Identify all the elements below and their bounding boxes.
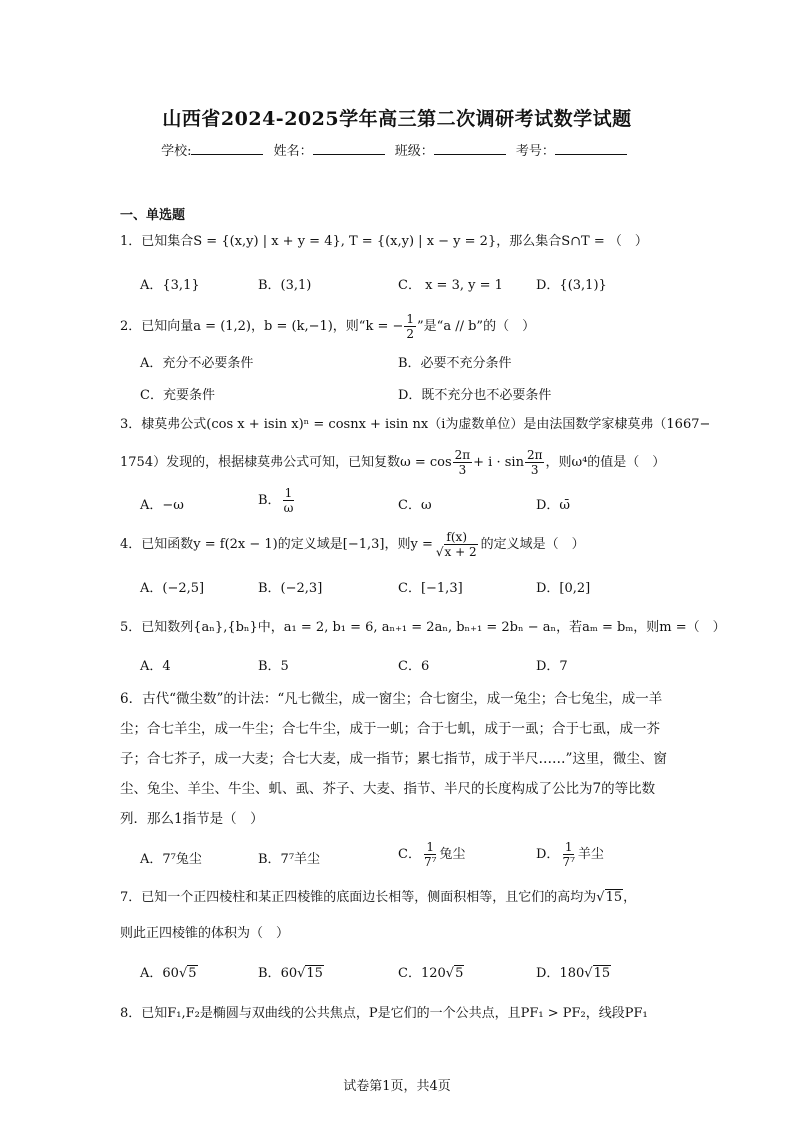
question-1: 1．已知集合S = {(x,y) | x + y = 4}, T = {(x,y) | x − y = 2}，那么集合S∩T = （ ） (120, 234, 648, 249)
q1-option-d: D．{(3,1)} (536, 278, 607, 293)
class-blank[interactable] (434, 142, 506, 155)
name-blank[interactable] (313, 142, 385, 155)
page-footer: 试卷第1页，共4页 (343, 1079, 451, 1094)
q2-vector-a: a = (1,2)， (193, 319, 265, 334)
page-title: 山西省2024-2025学年高三第二次调研考试数学试题 (162, 108, 632, 130)
student-info-line (0, 140, 794, 159)
q5-option-b: B．5 (258, 659, 289, 674)
question-8: 8．已知F₁,F₂是椭圆与双曲线的公共焦点，P是它们的一个公共点，且PF₁ > PF₂，线段PF₁ (120, 1006, 648, 1021)
question-4 (120, 530, 585, 559)
q3-line2-suffix: ，则ω⁴的值是（ ） (545, 455, 666, 470)
q5-option-a: A．4 (140, 659, 171, 674)
q6-option-b: B．7⁷羊尘 (258, 852, 321, 867)
q1-option-c: C． x = 3, y = 1 (398, 278, 503, 293)
question-5: 5．已知数列{aₙ},{bₙ}中，a₁ = 2, b₁ = 6, aₙ₊₁ = 2aₙ, bₙ₊₁ = 2bₙ − aₙ，若aₘ = bₘ，则m =（ ） (120, 620, 726, 635)
q2-prefix: 2．已知向量 (120, 319, 194, 334)
q3-option-d: D．ω̄ (536, 498, 571, 513)
q4-option-d: D．[0,2] (536, 581, 591, 596)
q7-line1-prefix: 7．已知一个正四棱柱和某正四棱锥的底面边长相等，侧面积相等，且它们的高均为 (120, 890, 597, 905)
q3-option-a: A．−ω (140, 498, 184, 513)
question-7-line-1: 7．已知一个正四棱柱和某正四棱锥的底面边长相等，侧面积相等，且它们的高均为√15， (120, 890, 637, 905)
question-7-line-2: 则此正四棱锥的体积为（ ） (120, 926, 290, 941)
q3-mid: + i · sin (473, 455, 524, 470)
q6-option-a: A．7⁷兔尘 (140, 852, 202, 867)
q4-fraction: $\frac{f(x)}{√x + 2}$ (435, 530, 477, 559)
question-3-line-2 (120, 448, 665, 477)
q5-option-d: D．7 (536, 659, 568, 674)
q7-option-d: D．180√15 (536, 966, 611, 981)
q3-line2-prefix: 1754）发现的，根据棣莫弗公式可知，已知复数ω = cos (120, 455, 452, 470)
q3-option-c: C．ω (398, 498, 432, 513)
q7-option-a: A．60√5 (140, 966, 197, 981)
q1-option-b: B．(3,1) (258, 278, 312, 293)
number-blank[interactable] (555, 142, 627, 155)
question-3-line-1: 3．棣莫弗公式(cos x + isin x)ⁿ = cosnx + isin nx（i为虚数单位）是由法国数学家棣莫弗（1667− (120, 417, 711, 432)
question-6: 6．古代“微尘数”的计法：“凡七微尘，成一窗尘；合七窗尘，成一兔尘；合七兔尘，成一羊尘；合七羊尘，成一牛尘；合七牛尘，成于一虮；合于七虮，成于一虱；合于七虱，成一芥子；合七芥子，成一大麦；合七大麦，成一指节；累七指节，成于半尺……”这里，微尘、窗尘、兔尘、羊尘、牛尘、虮、虱、芥子、大麦、指节、半尺的长度构成了公比为7的等比数列．那么1指节是（ ） (120, 691, 667, 827)
question-2 (120, 312, 535, 341)
q5-option-c: C．6 (398, 659, 430, 674)
q7-radicand: 15 (605, 890, 623, 905)
q4-option-b: B．(−2,3] (258, 581, 323, 596)
q2-fraction: $\frac{1}{2}$ (406, 312, 415, 341)
school-label: 学校: (161, 144, 192, 159)
q2-option-a: A．充分不必要条件 (140, 356, 254, 371)
class-label: 班级： (394, 144, 434, 159)
q4-prefix: 4．已知函数y = f(2x − 1)的定义域是[−1,3]，则y = (120, 537, 433, 552)
q2-option-b: B．必要不充分条件 (398, 356, 512, 371)
school-blank[interactable] (191, 142, 263, 155)
q1-option-a: A．{3,1} (140, 278, 200, 293)
q6-option-c: C． $\frac{1}{\text{7⁷}}$ 兔尘 (398, 840, 466, 869)
section-heading: 一、单选题 (120, 208, 186, 223)
q4-suffix: 的定义域是（ ） (480, 537, 585, 552)
q4-option-c: C．[−1,3] (398, 581, 463, 596)
q4-option-a: A．(−2,5] (140, 581, 205, 596)
q6-option-d: D． $\frac{1}{\text{7⁷}}$ 羊尘 (536, 840, 604, 869)
q2-option-d: D．既不充分也不必要条件 (398, 388, 552, 403)
q3-fraction-2: $\frac{2\pi}{3}$ (526, 448, 543, 477)
q7-option-b: B．60√15 (258, 966, 323, 981)
number-label: 考号： (515, 144, 555, 159)
q7-option-c: C．120√5 (398, 966, 464, 981)
q2-option-c: C．充要条件 (140, 388, 215, 403)
q2-vector-b: b = (k,−1)，则“k = − (264, 319, 404, 334)
name-label: 姓名： (273, 144, 313, 159)
q3-option-b: B． $\frac{1}{\omega}$ (258, 486, 294, 515)
q3-fraction-1: $\frac{2\pi}{3}$ (454, 448, 471, 477)
q2-suffix: ”是“a // b”的（ ） (417, 319, 536, 334)
